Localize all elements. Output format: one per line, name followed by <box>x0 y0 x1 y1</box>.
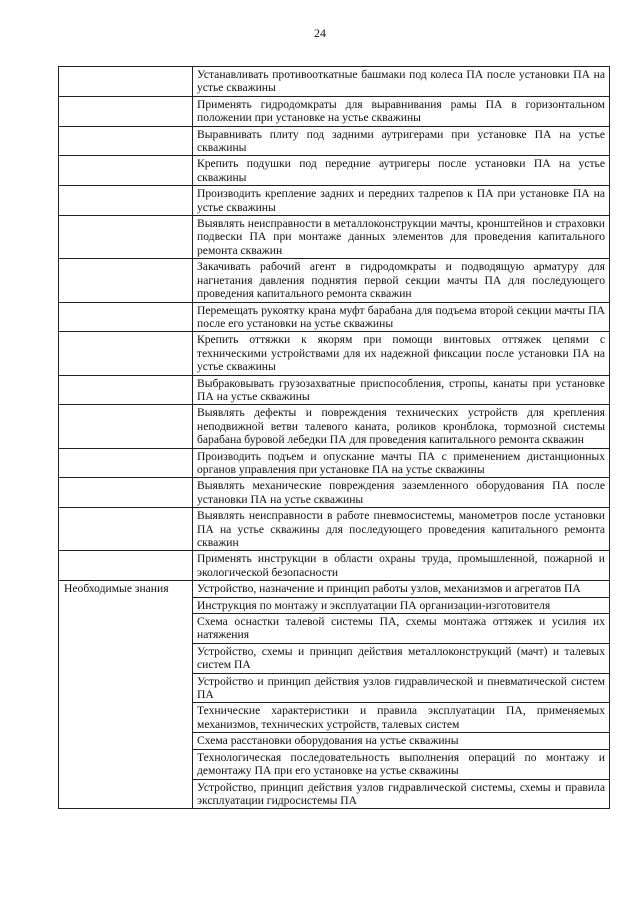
skill-item: Применять гидродомкраты для выравнивания рамы ПА в горизонтальном положении при установке на устье скважины <box>193 96 610 126</box>
table-row <box>59 508 610 551</box>
table-row <box>59 597 610 613</box>
knowledge-item: Технические характеристики и правила эксплуатации ПА, применяемых механизмов, технических устройств, талевых систем <box>193 703 610 733</box>
table-row <box>59 96 610 126</box>
table-row <box>59 67 610 97</box>
table-row <box>59 156 610 186</box>
knowledge-item: Устройство, принцип действия узлов гидравлической системы, схемы и правила эксплуатации гидросистемы ПА <box>193 779 610 809</box>
table-row <box>59 375 610 405</box>
table-row <box>59 478 610 508</box>
table-row <box>59 551 610 581</box>
table-row <box>59 259 610 302</box>
table-row <box>59 126 610 156</box>
skill-item: Выявлять дефекты и повреждения технических устройств для крепления неподвижной ветви талевого каната, роликов кронблока, тормозной системы барабана буровой лебедки ПА для проведения капитального ремонта скважин <box>193 405 610 448</box>
knowledge-item: Схема расстановки оборудования на устье скважины <box>193 733 610 749</box>
skill-item: Выявлять неисправности в работе пневмосистемы, манометров после установки ПА на устье скважины для последующего проведения капитального ремонта скважин <box>193 508 610 551</box>
knowledge-item: Устройство, схемы и принцип действия металлоконструкций (мачт) и талевых систем ПА <box>193 643 610 673</box>
skill-item: Закачивать рабочий агент в гидродомкраты и подводящую арматуру для нагнетания давления поднятия первой секции мачты ПА для последующего проведения капитального ремонта скважин <box>193 259 610 302</box>
skill-item: Выявлять неисправности в металлоконструкции мачты, кронштейнов и страховки подвески ПА при монтаже данных элементов для проведения капитального ремонта скважин <box>193 216 610 259</box>
skills-label-cell <box>59 67 193 97</box>
qualification-table <box>58 66 610 809</box>
skill-item: Производить подъем и опускание мачты ПА с применением дистанционных органов управления при установке ПА на устье скважины <box>193 448 610 478</box>
table-row <box>59 581 610 597</box>
skill-item: Крепить оттяжки к якорям при помощи винтовых оттяжек цепями с техническими устройствами для их надежной фиксации после установки ПА на устье скважины <box>193 332 610 375</box>
knowledge-item: Технологическая последовательность выполнения операций по монтажу и демонтажу ПА при его установке на устье скважины <box>193 749 610 779</box>
knowledge-item: Устройство и принцип действия узлов гидравлической и пневматической систем ПА <box>193 673 610 703</box>
table-row <box>59 302 610 332</box>
table-row <box>59 703 610 733</box>
skill-item: Перемещать рукоятку крана муфт барабана для подъема второй секции мачты ПА после его установки на устье скважины <box>193 302 610 332</box>
table-row <box>59 779 610 809</box>
table-row <box>59 733 610 749</box>
skill-item: Устанавливать противооткатные башмаки под колеса ПА после установки ПА на устье скважины <box>193 67 610 97</box>
table-row <box>59 673 610 703</box>
table-row <box>59 643 610 673</box>
knowledge-item: Инструкция по монтажу и эксплуатации ПА организации-изготовителя <box>193 597 610 613</box>
table-row <box>59 405 610 448</box>
skill-item: Выравнивать плиту под задними аутригерами при установке ПА на устье скважины <box>193 126 610 156</box>
table-row <box>59 614 610 644</box>
page-number: 24 <box>314 26 326 40</box>
skill-item: Крепить подушки под передние аутригеры после установки ПА на устье скважины <box>193 156 610 186</box>
table-row <box>59 186 610 216</box>
table-row <box>59 448 610 478</box>
table-row <box>59 749 610 779</box>
skill-item: Выявлять механические повреждения заземленного оборудования ПА после установки ПА на устье скважины <box>193 478 610 508</box>
knowledge-item: Схема оснастки талевой системы ПА, схемы монтажа оттяжек и усилия их натяжения <box>193 614 610 644</box>
knowledge-item: Устройство, назначение и принцип работы узлов, механизмов и агрегатов ПА <box>193 581 610 597</box>
table-row <box>59 332 610 375</box>
skill-item: Применять инструкции в области охраны труда, промышленной, пожарной и экологической безопасности <box>193 551 610 581</box>
table-row <box>59 216 610 259</box>
skill-item: Производить крепление задних и передних талрепов к ПА при установке ПА на устье скважины <box>193 186 610 216</box>
knowledge-label: Необходимые знания <box>59 581 193 597</box>
skill-item: Выбраковывать грузозахватные приспособления, стропы, канаты при установке ПА на устье скважины <box>193 375 610 405</box>
